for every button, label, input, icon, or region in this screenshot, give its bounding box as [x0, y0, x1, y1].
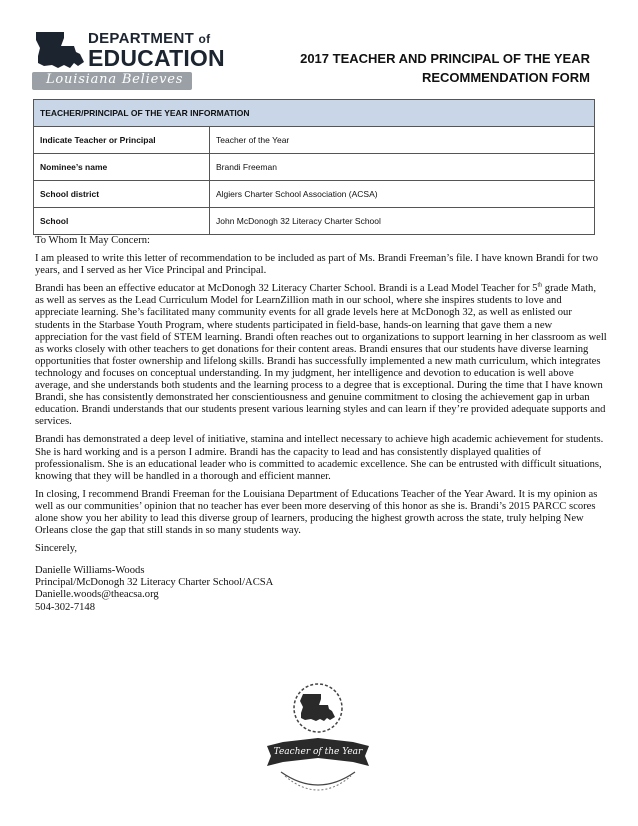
paragraph-initiative: Brandi has demonstrated a deep level of initiative, stamina and intellect necessary to achieve high academic achievement for students. She is hard working and is a person I admire. Brandi has the capacity to lead and has consistently displayed qualities of professionalism. She is an educational leader who is committed to academic excellence. She can be entrusted with difficult situations, knowing that they will be handled in a thorough and efficient manner. [35, 434, 604, 482]
logo-tagline: Louisiana Believes [46, 72, 184, 87]
form-title [300, 49, 590, 87]
form-title-line2: RECOMMENDATION FORM [421, 70, 590, 85]
logo-education-text: EDUCATION [88, 45, 225, 71]
louisiana-state-icon [34, 30, 86, 72]
nominee-info-table [33, 99, 595, 235]
table-header-row [34, 100, 595, 127]
row-value: Brandi Freeman [210, 154, 595, 181]
row-value: Teacher of the Year [210, 127, 595, 154]
logo-department-text: DEPARTMENT of [88, 30, 211, 47]
seal-text: Teacher of the Year [273, 747, 363, 757]
salutation: To Whom It May Concern: [35, 235, 150, 246]
row-label: School district [34, 181, 210, 208]
row-label: Nominee’s name [34, 154, 210, 181]
row-value: Algiers Charter School Association (ACSA) [210, 181, 595, 208]
recommendation-letter [35, 235, 607, 614]
row-value: John McDonogh 32 Literacy Charter School [210, 208, 595, 235]
paragraph-closing: In closing, I recommend Brandi Freeman for the Louisiana Department of Educations Teacher of the Year Award. It is my opinion as well as our communities’ opinion that no teacher has ever been more deserving of this honor as she is. Brandi’s 2015 PARCC scores alone show you her ability to lead this diverse group of learners, producing the highest growth across the state, truly helping New Orleans close the gap that still stands in so many students way. [35, 488, 598, 537]
table-row [34, 208, 595, 235]
row-label: Indicate Teacher or Principal [34, 127, 210, 154]
table-heading: TEACHER/PRINCIPAL OF THE YEAR INFORMATION [34, 100, 595, 127]
table-row [34, 154, 595, 181]
department-of-education-logo [32, 28, 225, 92]
paragraph-intro: I am pleased to write this letter of recommendation to be included as part of Ms. Brandi Freeman’s file. I have known Brandi for two years, and I served as her Vice Principal and Principal. [35, 253, 599, 277]
table-row [34, 181, 595, 208]
signature-phone: 504-302-7148 [35, 601, 96, 613]
table-row [34, 127, 595, 154]
closing: Sincerely, [35, 543, 77, 555]
form-title-line1: 2017 TEACHER AND PRINCIPAL OF THE YEAR [300, 51, 590, 66]
signature-name: Danielle Williams-Woods [35, 565, 145, 577]
signature-title: Principal/McDonogh 32 Literacy Charter School/ACSA [35, 577, 274, 589]
signature-email: Danielle.woods@theacsa.org [35, 589, 159, 601]
row-label: School [34, 208, 210, 235]
teacher-of-the-year-seal [263, 680, 373, 805]
paragraph-educator: Brandi has been an effective educator at McDonogh 32 Literacy Charter School. Brandi is a Lead Model Teacher for 5th grade Math, as well as serves as the Lead Curriculum Model for LearnZillion math in our school, where she inspires students to love and appreciate learning. She’s facilitated many community events for all grade levels here at McDonogh 32, as well as enlisted our students in the Starbase Youth Program, where students participated in field-base, hands-on learning that gave them a new appreciation for the vast field of STEM learning. Brandi often reaches out to organizations to support learning in her classroom as well as works closely with other teachers to get donations for their content areas. Brandi ensures that our students have diverse learning opportunities that foster ownership and lifelong skills. Brandi has successfully implemented a new math curriculum, which integrates technology and focuses on conceptual understanding. In my judgment, her intelligence and devotion to education is well above average, and she understands both students and the learning process to a degree that is exceptional. During the time that I have known Brandi, she has consistently demonstrated her conscientiousness and genuine commitment to closing the achievement gap in urban education. Brandi understands that our students present various learning styles and can learn if they’re provided adequate supports and services. [35, 282, 607, 428]
